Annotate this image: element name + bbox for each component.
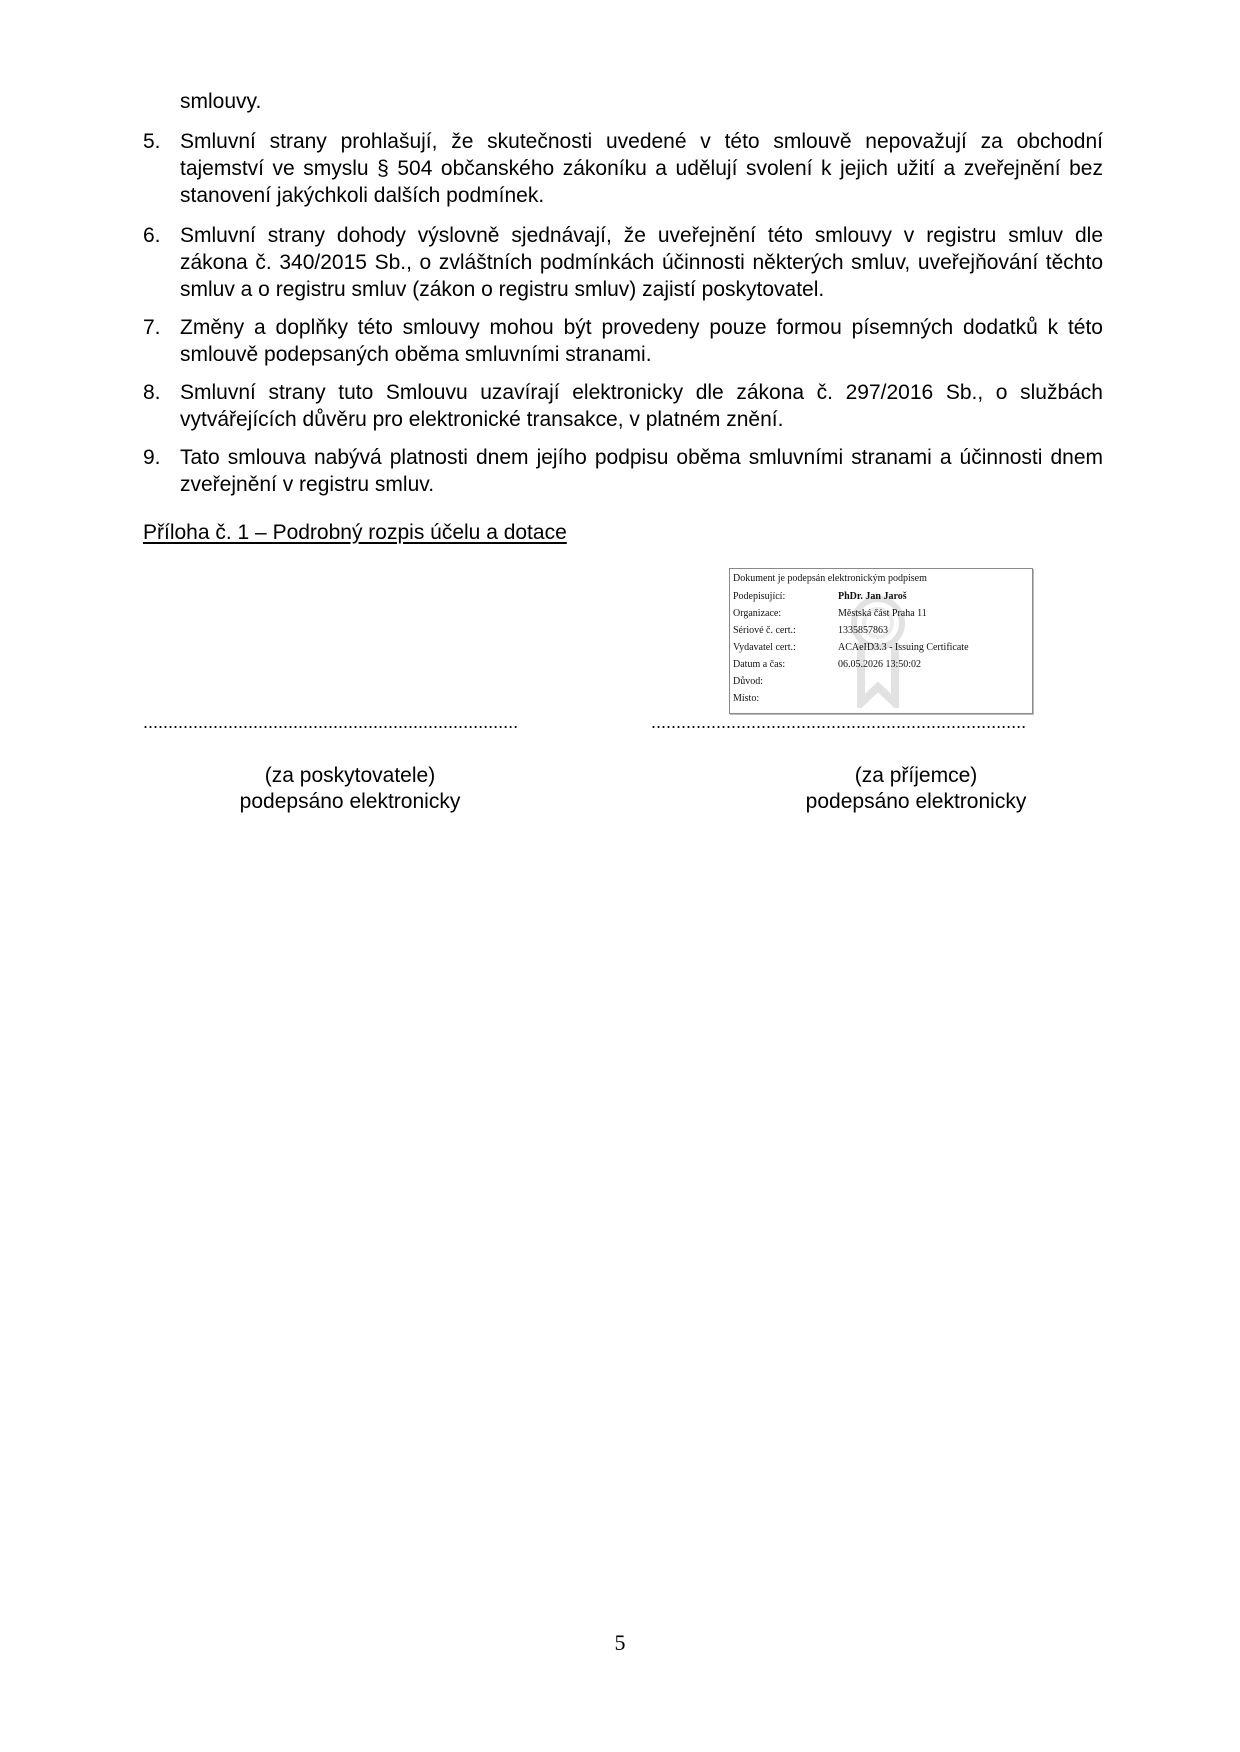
clause-text: Tato smlouva nabývá platnosti dnem jejího podpisu oběma smluvními stranami a účinnosti dnem zveřejnění v registru smluv. — [180, 446, 1103, 496]
clause-number: 8. — [143, 381, 161, 404]
provider-role: (za poskytovatele) — [264, 764, 436, 787]
clause-text: Změny a doplňky této smlouvy mohou být provedeny pouze formou písemných dodatků k této smlouvě podepsaných oběma smluvními stranami. — [180, 316, 1103, 366]
clause-7 — [143, 314, 1103, 368]
signer-value: PhDr. Jan Jaroš — [838, 591, 907, 602]
provider-signature-caption — [200, 763, 500, 815]
clause-number: 9. — [143, 446, 161, 469]
signer-label: Podepisující: — [733, 591, 786, 602]
recipient-signature-caption — [766, 763, 1066, 815]
organization-value: Městská část Praha 11 — [838, 608, 927, 619]
recipient-signed-note: podepsáno elektronicky — [805, 790, 1027, 813]
datetime-label: Datum a čas: — [733, 659, 786, 670]
provider-signature-line: ........................................................................... — [143, 712, 519, 732]
clause-5 — [143, 128, 1103, 209]
clause-text: Smluvní strany tuto Smlouvu uzavírají elektronicky dle zákona č. 297/2016 Sb., o službách vytvářejících důvěru pro elektronické transakce, v platném znění. — [180, 381, 1103, 431]
clause-text: Smluvní strany dohody výslovně sjednávají, že uveřejnění této smlouvy v registru smluv dle zákona č. 340/2015 Sb., o zvláštních podmínkách účinnosti některých smluv, uveřejňování těchto smluv a o registru smluv (zákon o registru smluv) zajistí poskytovatel. — [180, 224, 1103, 301]
organization-label: Organizace: — [733, 608, 782, 619]
clause-9 — [143, 444, 1103, 498]
intro-text: smlouvy. — [180, 90, 262, 113]
clause-number: 7. — [143, 316, 161, 339]
serial-label: Sériové č. cert.: — [733, 625, 796, 636]
recipient-role: (za příjemce) — [854, 764, 978, 787]
clause-6 — [143, 222, 1103, 303]
place-label: Místo: — [733, 693, 760, 704]
serial-value: 1335857863 — [838, 625, 888, 636]
page-number: 5 — [614, 1630, 626, 1655]
electronic-signature-box — [729, 568, 1033, 714]
attachment-reference: Příloha č. 1 – Podrobný rozpis účelu a dotace — [143, 521, 567, 544]
datetime-value: 06.05.2026 13:50:02 — [838, 659, 922, 670]
recipient-signature-line: ........................................................................... — [651, 712, 1027, 732]
provider-signed-note: podepsáno elektronicky — [239, 790, 461, 813]
clause-number: 5. — [143, 130, 161, 153]
signature-box-header: Dokument je podepsán elektronickým podpisem — [733, 573, 927, 584]
reason-label: Důvod: — [733, 676, 763, 687]
clause-text: Smluvní strany prohlašují, že skutečnosti uvedené v této smlouvě nepovažují za obchodní tajemství ve smyslu § 504 občanského zákoníku a udělují svolení k jejich užití a zveřejnění bez stanovení jakýchkoli dalších podmínek. — [180, 130, 1103, 207]
clause-number: 6. — [143, 224, 161, 247]
issuer-label: Vydavatel cert.: — [733, 642, 796, 653]
issuer-value: ACAeID3.3 - Issuing Certificate — [838, 642, 969, 653]
clause-8 — [143, 379, 1103, 433]
